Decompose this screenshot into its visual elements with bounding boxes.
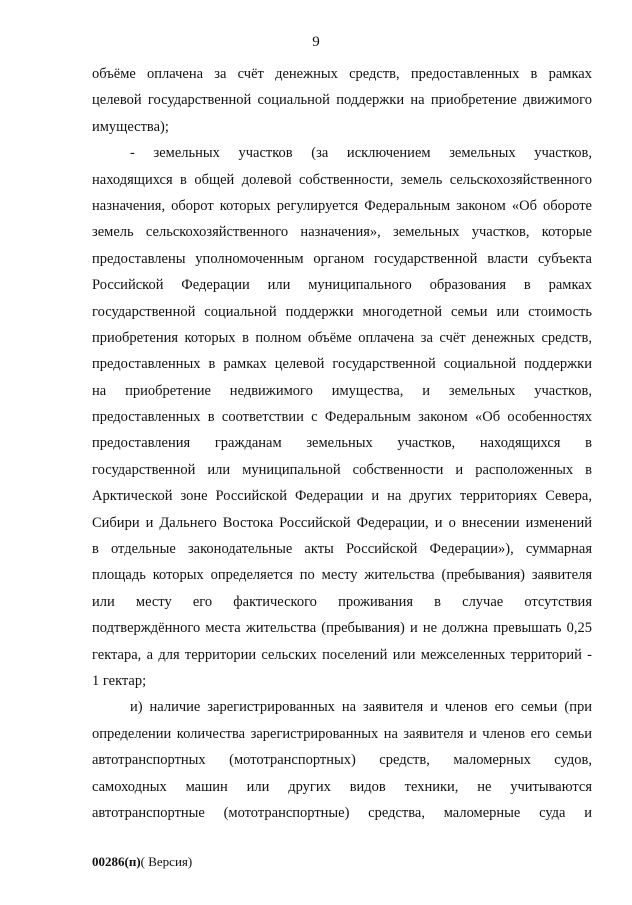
- text-line: предоставления гражданам земельных участков, находящихся в: [92, 435, 592, 452]
- text-line: предоставленных в рамках целевой государственной социальной поддержки: [92, 356, 592, 373]
- text-line: объёме оплачена за счёт денежных средств, предоставленных в рамках: [92, 66, 592, 82]
- text-line: находящихся в общей долевой собственности, земель сельскохозяйственного: [92, 171, 592, 188]
- text-line: на приобретение недвижимого имущества, и земельных участков,: [92, 382, 592, 399]
- document-body: [92, 61, 592, 826]
- text-line: целевой государственной социальной поддержки на приобретение движимого: [92, 92, 592, 109]
- text-line: приобретения которых в полном объёме оплачена за счёт денежных средств,: [92, 329, 592, 346]
- text-line: гектара, а для территории сельских поселений или межселенных территорий -: [92, 646, 592, 663]
- text-line: имущества);: [92, 118, 169, 135]
- version-label: ( Версия): [140, 854, 193, 869]
- text-line: Арктической зоне Российской Федерации и на других территориях Севера,: [92, 488, 592, 505]
- text-line: Российской Федерации или муниципального образования в рамках: [92, 277, 592, 294]
- text-line: или месту его фактического проживания в случае отсутствия: [92, 593, 592, 610]
- text-line: назначения, оборот которых регулируется Федеральным законом «Об обороте: [92, 197, 592, 214]
- text-line: автотранспортные (мототранспортные) средства, маломерные суда и: [92, 804, 592, 821]
- text-line: автотранспортных (мототранспортных) средств, маломерных судов,: [92, 752, 592, 769]
- doc-code: 00286(п): [92, 854, 141, 869]
- text-line: 1 гектар;: [92, 672, 147, 689]
- text-line: государственной или муниципальной собственности и расположенных в: [92, 461, 592, 478]
- text-line: земель сельскохозяйственного назначения», земельных участков, которые: [92, 224, 592, 241]
- text-line: предоставленных в соответствии с Федеральным законом «Об особенностях: [92, 409, 592, 426]
- page-number: 9: [312, 34, 320, 50]
- text-line: государственной социальной поддержки многодетной семьи или стоимость: [92, 303, 592, 320]
- text-line: подтверждённого места жительства (пребывания) и не должна превышать 0,25: [92, 620, 592, 637]
- text-line: в отдельные законодательные акты Российской Федерации»), суммарная: [92, 541, 592, 558]
- text-line: площадь которых определяется по месту жительства (пребывания) заявителя: [92, 567, 592, 584]
- text-line: предоставлены уполномоченным органом государственной власти субъекта: [92, 250, 592, 267]
- text-line: и) наличие зарегистрированных на заявителя и членов его семьи (при: [130, 699, 592, 716]
- document-footer: [92, 854, 192, 870]
- text-line: самоходных машин или других видов техники, не учитываются: [92, 778, 592, 795]
- text-line: - земельных участков (за исключением земельных участков,: [130, 145, 592, 162]
- text-line: определении количества зарегистрированных на заявителя и членов его семьи: [92, 725, 592, 742]
- text-line: Сибири и Дальнего Востока Российской Федерации, и о внесении изменений: [92, 514, 592, 531]
